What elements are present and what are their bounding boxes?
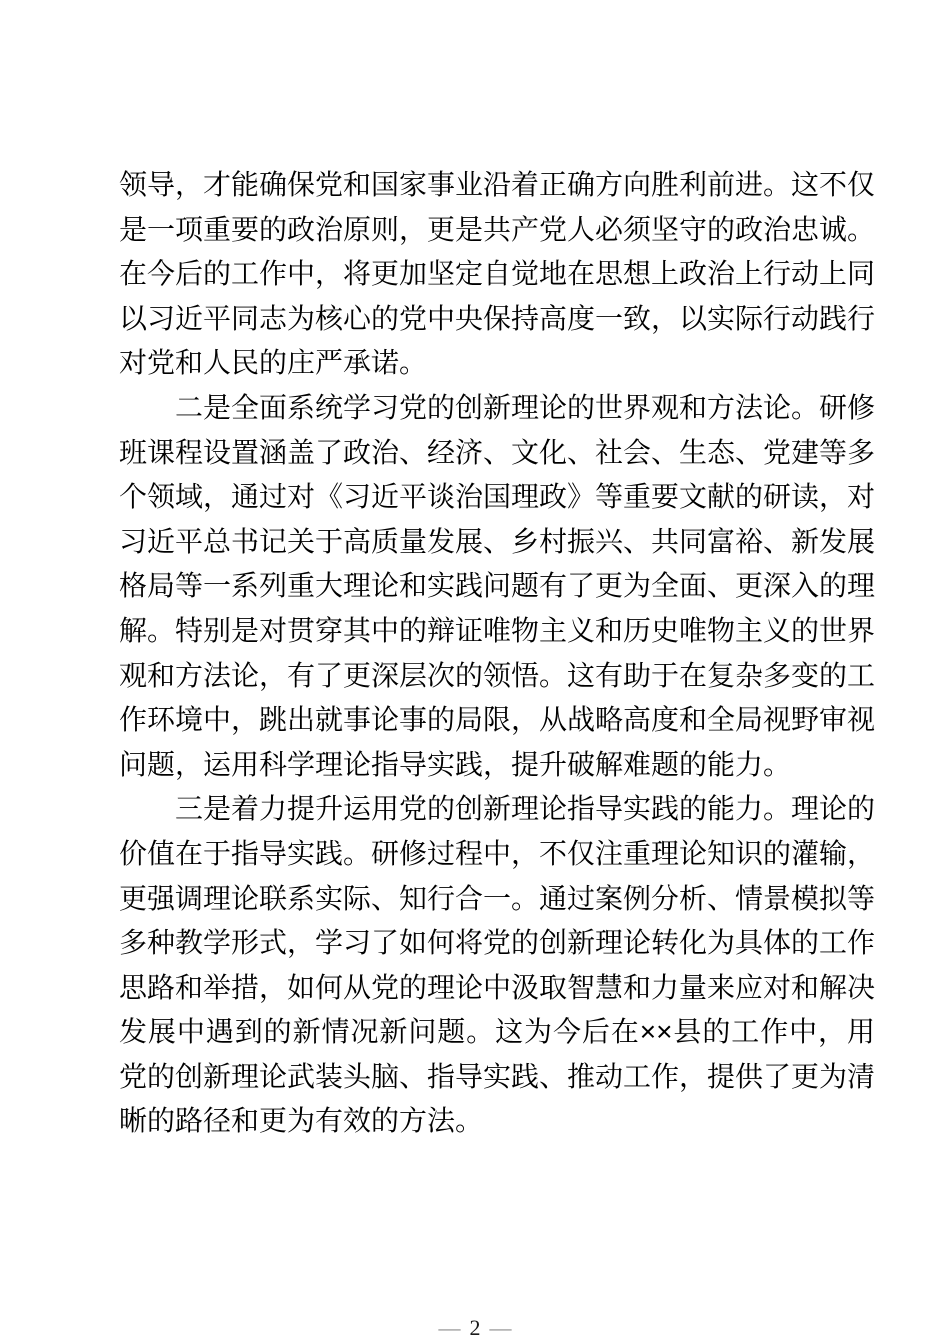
paragraph-point-three: 三是着力提升运用党的创新理论指导实践的能力。理论的价值在于指导实践。研修过程中，不仅注重理论知识的灌输，更强调理论联系实际、知行合一。通过案例分析、情景模拟等多种教学形式，学习了如何将党的创新理论转化为具体的工作思路和举措，如何从党的理论中汲取智慧和力量来应对和解决发展中遇到的新情况新问题。这为今后在××县的工作中，用党的创新理论武装头脑、指导实践、推动工作，提供了更为清晰的路径和更为有效的方法。 <box>119 793 876 1137</box>
paragraph-continuation: 领导，才能确保党和国家事业沿着正确方向胜利前进。这不仅是一项重要的政治原则，更是共产党人必须坚守的政治忠诚。在今后的工作中，将更加坚定自觉地在思想上政治上行动上同以习近平同志为核心的党中央保持高度一致，以实际行动践行对党和人民的庄严承诺。 <box>119 169 876 379</box>
paragraph-point-two: 二是全面系统学习党的创新理论的世界观和方法论。研修班课程设置涵盖了政治、经济、文化、社会、生态、党建等多个领域，通过对《习近平谈治国理政》等重要文献的研读，对习近平总书记关于高质量发展、乡村振兴、共同富裕、新发展格局等一系列重大理论和实践问题有了更为全面、更深入的理解。特别是对贯穿其中的辩证唯物主义和历史唯物主义的世界观和方法论，有了更深层次的领悟。这有助于在复杂多变的工作环境中，跳出就事论事的局限，从战略高度和全局视野审视问题，运用科学理论指导实践，提升破解难题的能力。 <box>119 391 876 780</box>
document-body <box>119 163 875 1144</box>
footer-dash-right: — <box>489 1315 512 1340</box>
footer-dash-left: — <box>438 1315 461 1340</box>
page-number: 2 <box>469 1315 481 1340</box>
page-footer <box>0 1315 950 1341</box>
